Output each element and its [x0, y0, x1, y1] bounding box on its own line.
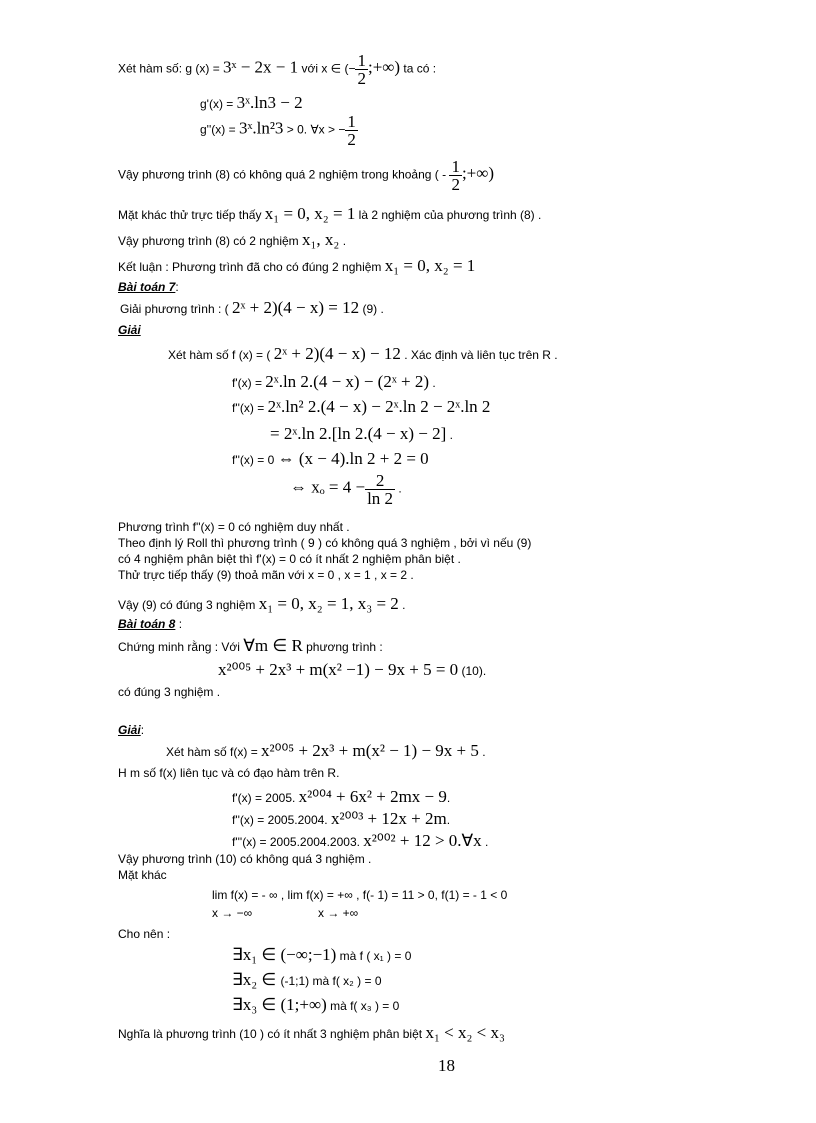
- line-16: Theo định lý Roll thì phương trình ( 9 ) có không quá 3 nghiệm , bởi vì nếu (9): [118, 536, 532, 550]
- page-number: 18: [438, 1056, 455, 1075]
- line-25: f'(x) = 2005. x²⁰⁰⁴ + 6x² + 2mx − 9.: [232, 787, 451, 806]
- line-33: ∃x₁ ∈ (−∞;−1) mà f ( x₁ ) = 0: [232, 945, 412, 964]
- line-13: f''(x) = 0 ⇔ (x − 4).ln 2 + 2 = 0: [232, 449, 429, 468]
- fraction: $\frac{1}{2}$: [357, 51, 366, 88]
- line-22: có đúng 3 nghiệm .: [118, 685, 221, 699]
- line-24: H m số f(x) liên tục và có đạo hàm trên R.: [118, 766, 340, 780]
- heading-giai-1: Giải: [118, 323, 141, 337]
- line-2: g'(x) = 3ˣ.ln3 − 2: [200, 93, 303, 112]
- heading-giai-2: Giải:: [118, 723, 145, 737]
- limit-left-subscript: x → −∞: [212, 906, 253, 920]
- line-17: có 4 nghiệm phân biệt thì f'(x) = 0 có ít nhất 2 nghiệm phân biệt .: [118, 552, 461, 566]
- line-14: ⇔ xₒ = 4 − $\frac{2}{\ln 2}$ .: [290, 471, 402, 508]
- line-28: Vậy phương trình (10) có không quá 3 nghiệm .: [118, 852, 372, 866]
- line-36: Nghĩa là phương trình (10 ) có ít nhất 3 nghiệm phân biệt x₁ < x₂ < x₃: [118, 1023, 505, 1042]
- line-7: Kết luận : Phương trình đã cho có đúng 2 nghiệm x₁ = 0, x₂ = 1: [118, 256, 476, 275]
- limit-right-subscript: x → +∞: [318, 906, 359, 920]
- line-15: Phương trình f''(x) = 0 có nghiệm duy nhất .: [118, 520, 350, 534]
- line-29: Mặt khác: [118, 868, 167, 882]
- line-3: g''(x) = 3ˣ.ln²3 > 0. ∀x > − $\frac{1}{2}$: [200, 112, 356, 149]
- line-4: Vậy phương trình (8) có không quá 2 nghiệm trong khoảng ( - $\frac{1}{2}$ ;+∞): [118, 157, 495, 194]
- line-5: Mặt khác thử trực tiếp thấy x₁ = 0, x₂ = 1 là 2 nghiệm của phương trình (8) .: [118, 204, 542, 223]
- fraction: $\frac{1}{2}$: [347, 112, 356, 149]
- fraction: $\frac{1}{2}$: [451, 157, 460, 194]
- line-6: Vậy phương trình (8) có 2 nghiệm x₁, x₂ .: [118, 230, 347, 249]
- line-12: = 2ˣ.ln 2.[ln 2.(4 − x) − 2] .: [270, 424, 453, 443]
- line-32: Cho nên :: [118, 927, 171, 941]
- line-11: f''(x) = 2ˣ.ln² 2.(4 − x) − 2ˣ.ln 2 − 2ˣ.ln 2: [232, 397, 491, 416]
- line-10: f'(x) = 2ˣ.ln 2.(4 − x) − (2ˣ + 2) .: [232, 372, 436, 391]
- line-30: lim f(x) = - ∞ , lim f(x) = +∞ , f(- 1) = 11 > 0, f(1) = - 1 < 0: [212, 888, 508, 902]
- heading-bai-toan-7: Bài toán 7:: [118, 280, 179, 294]
- line-1: Xét hàm số: g (x) = 3ˣ − 2x − 1 với x ∈ (− $\frac{1}{2}$ ;+∞) ta có :: [118, 51, 437, 88]
- line-27: f'''(x) = 2005.2004.2003. x²⁰⁰² + 12 > 0.∀x .: [232, 831, 489, 850]
- line-20: Chứng minh rằng : Với ∀m ∈ R phương trình :: [118, 636, 383, 655]
- fraction: $\frac{2}{\ln 2}$: [367, 471, 394, 508]
- line-18: Thử trực tiếp thấy (9) thoả mãn với x = 0 , x = 1 , x = 2 .: [118, 568, 414, 582]
- line-26: f''(x) = 2005.2004. x²⁰⁰³ + 12x + 2m.: [232, 809, 451, 828]
- line-34: ∃x₂ ∈ (-1;1) mà f( x₂ ) = 0: [232, 970, 382, 989]
- line-35: ∃x₃ ∈ (1;+∞) mà f( x₃ ) = 0: [232, 995, 400, 1014]
- line-19: Vậy (9) có đúng 3 nghiệm x₁ = 0, x₂ = 1, x₃ = 2 .: [118, 594, 406, 613]
- line-23: Xét hàm số f(x) = x²⁰⁰⁵ + 2x³ + m(x² − 1) − 9x + 5 .: [166, 741, 486, 760]
- line-9: Xét hàm số f (x) = ( 2ˣ + 2)(4 − x) − 12 . Xác định và liên tục trên R .: [168, 344, 558, 363]
- line-21: x²⁰⁰⁵ + 2x³ + m(x² −1) − 9x + 5 = 0 (10).: [218, 660, 487, 679]
- heading-bai-toan-8: Bài toán 8 :: [118, 617, 183, 631]
- line-8: Giải phương trình : ( 2ˣ + 2)(4 − x) = 12 (9) .: [120, 298, 384, 317]
